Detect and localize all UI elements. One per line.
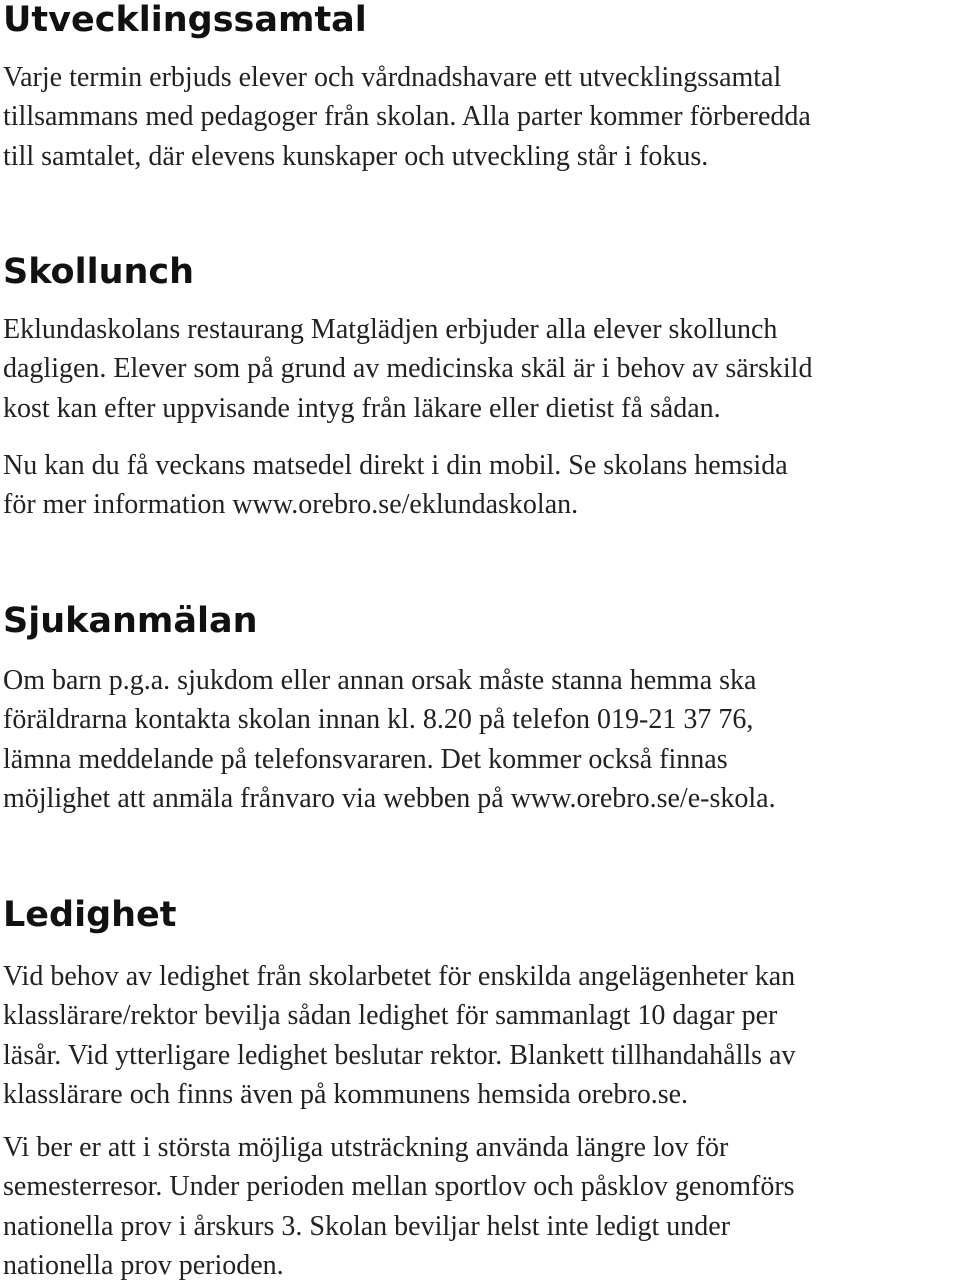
section-paragraph [3, 957, 795, 1114]
section-paragraph [3, 58, 811, 176]
text-line: Om barn p.g.a. sjukdom eller annan orsak måste stanna hemma ska [3, 665, 757, 696]
section-paragraph [3, 446, 788, 525]
text-line: nationella prov perioden. [3, 1249, 284, 1281]
section-paragraph [3, 1128, 795, 1285]
section-heading: Utvecklingssamtal [3, 0, 367, 40]
text-line: Varje termin erbjuds elever och vårdnadshavare ett utvecklingssamtal [3, 62, 782, 93]
text-line: tillsammans med pedagoger från skolan. Alla parter kommer förberedda [3, 101, 811, 133]
text-line: semesterresor. Under perioden mellan sportlov och påsklov genomförs [3, 1171, 795, 1203]
text-line: för mer information www.orebro.se/eklundaskolan. [3, 489, 579, 521]
text-line: läsår. Vid ytterligare ledighet beslutar rektor. Blankett tillhandahålls av [3, 1039, 796, 1071]
text-line: Nu kan du få veckans matsedel direkt i din mobil. Se skolans hemsida [3, 450, 788, 481]
text-line: lämna meddelande på telefonsvararen. Det kommer också finnas [3, 743, 728, 775]
text-line: Vid behov av ledighet från skolarbetet för enskilda angelägenheter kan [3, 961, 796, 992]
section-heading: Ledighet [3, 895, 177, 935]
text-line: möjlighet att anmäla frånvaro via webben på www.orebro.se/e-skola. [3, 782, 776, 814]
text-line: föräldrarna kontakta skolan innan kl. 8.20 på telefon 019-21 37 76, [3, 704, 754, 736]
text-line: klasslärare och finns även på kommunens hemsida orebro.se. [3, 1078, 689, 1110]
text-line: Vi ber er att i största möjliga utsträckning använda längre lov för [3, 1132, 729, 1163]
text-line: dagligen. Elever som på grund av medicinska skäl är i behov av särskild [3, 353, 813, 385]
text-line: klasslärare/rektor bevilja sådan ledighet för sammanlagt 10 dagar per [3, 1000, 778, 1032]
text-line: nationella prov i årskurs 3. Skolan beviljar helst inte ledigt under [3, 1210, 731, 1242]
text-line: kost kan efter uppvisande intyg från läkare eller dietist få sådan. [3, 392, 721, 424]
text-line: till samtalet, där elevens kunskaper och utveckling står i fokus. [3, 140, 709, 172]
section-paragraph [3, 310, 812, 428]
section-paragraph [3, 661, 776, 818]
section-heading: Sjukanmälan [3, 601, 258, 641]
section-heading: Skollunch [3, 252, 195, 292]
text-line: Eklundaskolans restaurang Matglädjen erbjuder alla elever skollunch [3, 314, 778, 345]
